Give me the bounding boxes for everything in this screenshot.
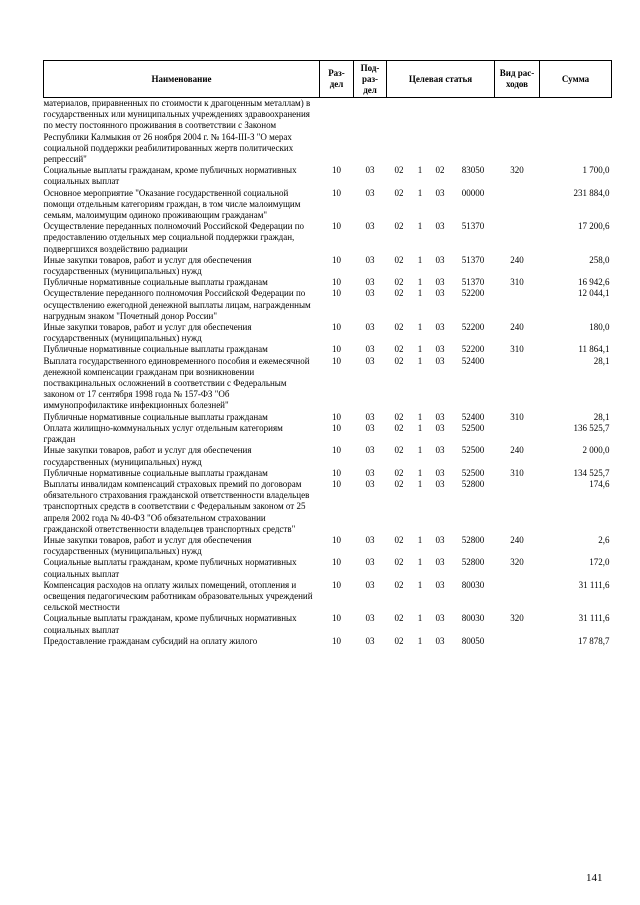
row-target-program: 02 bbox=[394, 411, 404, 422]
row-expense-type bbox=[495, 356, 540, 412]
row-expense-type bbox=[495, 188, 540, 222]
row-expense-type: 320 bbox=[510, 613, 524, 624]
row-name: Оплата жилищно-коммунальных услуг отдельным категориям граждан bbox=[43, 422, 283, 445]
row-target-program: 02 bbox=[394, 344, 404, 355]
row-target-direction: 52500 bbox=[461, 445, 485, 456]
row-name: Публичные нормативные социальные выплаты гражданам bbox=[43, 344, 268, 355]
row-expense-type: 310 bbox=[510, 411, 524, 422]
row-target-event: 03 bbox=[435, 467, 445, 478]
row-sum: 11 864,1 bbox=[578, 344, 610, 355]
row-target-direction: 52500 bbox=[461, 422, 485, 433]
row-expense-type: 240 bbox=[510, 322, 524, 333]
row-target-direction: 52400 bbox=[461, 411, 485, 422]
table-row bbox=[44, 445, 612, 467]
row-razdel: 10 bbox=[332, 165, 341, 176]
row-target-program: 02 bbox=[394, 467, 404, 478]
row-target-program bbox=[387, 98, 412, 166]
row-podrazdel: 03 bbox=[365, 165, 375, 176]
row-target-program: 02 bbox=[394, 445, 404, 456]
table-row bbox=[44, 165, 612, 187]
row-target-event: 03 bbox=[435, 478, 445, 489]
row-target-direction: 52800 bbox=[461, 557, 485, 568]
row-target-program: 02 bbox=[394, 613, 404, 624]
row-name: Осуществление переданных полномочий Российской Федерации по предоставлению отдельных мер социальной поддержки граждан, подвергшихся воздействию радиации bbox=[43, 221, 305, 254]
row-target-event: 03 bbox=[435, 322, 445, 333]
header-name: Наименование bbox=[44, 61, 320, 98]
row-target-event: 03 bbox=[435, 187, 445, 198]
row-target-program: 02 bbox=[394, 355, 404, 366]
row-razdel: 10 bbox=[332, 534, 341, 545]
row-expense-type: 310 bbox=[510, 277, 524, 288]
row-razdel: 10 bbox=[332, 478, 341, 489]
row-target-subprogram: 1 bbox=[417, 322, 423, 333]
row-podrazdel: 03 bbox=[365, 613, 375, 624]
row-sum: 31 111,6 bbox=[578, 579, 610, 590]
row-razdel: 10 bbox=[332, 277, 341, 288]
row-target-program: 02 bbox=[394, 277, 404, 288]
row-razdel: 10 bbox=[332, 467, 341, 478]
table-row bbox=[44, 356, 612, 412]
table-row bbox=[44, 613, 612, 635]
row-target-direction: 52800 bbox=[461, 478, 485, 489]
row-target-subprogram: 1 bbox=[417, 445, 423, 456]
row-razdel: 10 bbox=[332, 411, 341, 422]
table-row bbox=[44, 221, 612, 255]
row-podrazdel: 03 bbox=[365, 422, 375, 433]
row-razdel: 10 bbox=[332, 344, 341, 355]
row-podrazdel: 03 bbox=[365, 187, 375, 198]
row-name: Компенсация расходов на оплату жилых помещений, отопления и освещения педагогическим работникам образовательных учреждений сельской местности bbox=[43, 579, 313, 613]
row-razdel: 10 bbox=[332, 613, 341, 624]
table-row bbox=[44, 423, 612, 445]
row-target-direction: 52800 bbox=[461, 534, 485, 545]
row-expense-type: 240 bbox=[510, 445, 524, 456]
row-expense-type: 240 bbox=[510, 534, 524, 545]
row-target-event: 02 bbox=[435, 165, 445, 176]
row-target-event: 03 bbox=[435, 579, 445, 590]
page-number: 141 bbox=[586, 872, 603, 884]
row-target-event: 03 bbox=[435, 221, 445, 232]
row-expense-type: 310 bbox=[510, 467, 524, 478]
row-podrazdel: 03 bbox=[365, 557, 375, 568]
row-razdel bbox=[320, 98, 354, 166]
row-name: Социальные выплаты гражданам, кроме публичных нормативных социальных выплат bbox=[43, 557, 297, 579]
header-podrazdel: Под-раз-дел bbox=[354, 61, 387, 98]
row-name: материалов, приравненных по стоимости к драгоценным металлам) в государственных или муниципальных учреждениях здравоохранения по месту постоянного проживания в соответствии с Законом Республики Калмыкия от 26 ноября 2004 г. № 164-III-З "О мерах социальной поддержки реабилитированных жертв политических репрессий" bbox=[43, 98, 311, 165]
row-target-direction: 83050 bbox=[461, 165, 485, 176]
row-sum: 12 044,1 bbox=[578, 288, 610, 299]
row-razdel: 10 bbox=[332, 288, 341, 299]
table-row bbox=[44, 468, 612, 479]
row-target-subprogram: 1 bbox=[417, 534, 423, 545]
row-razdel: 10 bbox=[332, 355, 341, 366]
budget-table bbox=[43, 60, 612, 647]
row-sum: 136 525,7 bbox=[573, 422, 610, 433]
row-target-subprogram: 1 bbox=[417, 254, 423, 265]
row-target-event: 03 bbox=[435, 288, 445, 299]
row-sum: 17 200,6 bbox=[578, 221, 610, 232]
row-target-event: 03 bbox=[435, 422, 445, 433]
row-razdel: 10 bbox=[332, 221, 341, 232]
row-sum: 134 525,7 bbox=[573, 467, 610, 478]
row-target-direction: 80050 bbox=[461, 635, 485, 646]
row-target-program: 02 bbox=[394, 579, 404, 590]
row-razdel: 10 bbox=[332, 445, 341, 456]
row-razdel: 10 bbox=[332, 187, 341, 198]
row-expense-type bbox=[495, 580, 540, 614]
row-name: Выплаты инвалидам компенсаций страховых премий по договорам обязательного страхования гражданской ответственности владельцев транспортных средств в соответствии с Федеральным законом от 25 апреля 2002 года № 40-ФЗ "Об обязательном страховании гражданской ответственности владельцев транспортных средств" bbox=[43, 478, 310, 534]
row-expense-type bbox=[495, 636, 540, 647]
row-expense-type bbox=[495, 288, 540, 322]
row-target-program: 02 bbox=[394, 422, 404, 433]
row-podrazdel: 03 bbox=[365, 254, 375, 265]
row-target-event: 03 bbox=[435, 277, 445, 288]
row-target-subprogram: 1 bbox=[417, 277, 423, 288]
row-target-event: 03 bbox=[435, 411, 445, 422]
row-target-direction: 51370 bbox=[461, 221, 485, 232]
row-target-subprogram: 1 bbox=[417, 422, 423, 433]
table-row bbox=[44, 255, 612, 277]
table-row bbox=[44, 580, 612, 614]
row-target-direction: 52500 bbox=[461, 467, 485, 478]
row-target-program: 02 bbox=[394, 288, 404, 299]
row-target-event: 03 bbox=[435, 254, 445, 265]
row-sum: 258,0 bbox=[589, 254, 610, 265]
row-target-subprogram: 1 bbox=[417, 165, 423, 176]
row-name: Публичные нормативные социальные выплаты гражданам bbox=[43, 277, 268, 288]
row-target-event bbox=[429, 98, 452, 166]
row-podrazdel: 03 bbox=[365, 277, 375, 288]
row-podrazdel: 03 bbox=[365, 411, 375, 422]
row-sum: 2,6 bbox=[598, 534, 610, 545]
row-sum: 172,0 bbox=[589, 557, 610, 568]
row-name: Иные закупки товаров, работ и услуг для обеспечения государственных (муниципальных) нужд bbox=[43, 322, 252, 344]
row-target-direction: 52400 bbox=[461, 355, 485, 366]
row-target-direction: 52200 bbox=[461, 344, 485, 355]
row-target-subprogram: 1 bbox=[417, 579, 423, 590]
row-name: Публичные нормативные социальные выплаты гражданам bbox=[43, 467, 268, 478]
table-row bbox=[44, 636, 612, 647]
row-target-subprogram: 1 bbox=[417, 187, 423, 198]
row-expense-type: 320 bbox=[510, 557, 524, 568]
table-row bbox=[44, 344, 612, 355]
row-razdel: 10 bbox=[332, 422, 341, 433]
row-target-event: 03 bbox=[435, 534, 445, 545]
row-target-subprogram: 1 bbox=[417, 221, 423, 232]
row-target-subprogram: 1 bbox=[417, 355, 423, 366]
row-razdel: 10 bbox=[332, 579, 341, 590]
row-target-subprogram: 1 bbox=[417, 613, 423, 624]
table-row bbox=[44, 288, 612, 322]
row-sum: 28,1 bbox=[593, 355, 610, 366]
budget-page bbox=[43, 60, 611, 647]
header-vid: Вид рас-ходов bbox=[495, 61, 540, 98]
table-row bbox=[44, 322, 612, 344]
row-target-direction: 52200 bbox=[461, 288, 485, 299]
row-name: Иные закупки товаров, работ и услуг для обеспечения государственных (муниципальных) нужд bbox=[43, 445, 252, 467]
row-name: Выплата государственного единовременного пособия и ежемесячной денежной компенсации гражданам при возникновении поствакцинальных осложнений в соответствии с Федеральным законом от 17 сентября 1998 года № 157-ФЗ "Об иммунопрофилактике инфекционных болезней" bbox=[43, 355, 310, 411]
row-podrazdel: 03 bbox=[365, 221, 375, 232]
row-razdel: 10 bbox=[332, 322, 341, 333]
row-podrazdel: 03 bbox=[365, 344, 375, 355]
row-sum: 2 000,0 bbox=[582, 445, 610, 456]
row-target-event: 03 bbox=[435, 445, 445, 456]
row-target-subprogram: 1 bbox=[417, 411, 423, 422]
row-razdel: 10 bbox=[332, 557, 341, 568]
row-podrazdel: 03 bbox=[365, 355, 375, 366]
row-name: Иные закупки товаров, работ и услуг для обеспечения государственных (муниципальных) нужд bbox=[43, 534, 252, 557]
row-target-subprogram: 1 bbox=[417, 478, 423, 489]
row-target-program: 02 bbox=[394, 557, 404, 568]
row-sum: 17 878,7 bbox=[578, 635, 610, 646]
table-row bbox=[44, 98, 612, 166]
row-target-direction: 00000 bbox=[461, 187, 485, 198]
row-name: Предоставление гражданам субсидий на оплату жилого bbox=[43, 635, 258, 646]
row-expense-type: 310 bbox=[510, 344, 524, 355]
row-name: Осуществление переданного полномочия Российской Федерации по осуществлению ежегодной денежной выплаты лицам, награжденным нагрудным знаком "Почетный донор России" bbox=[43, 288, 311, 321]
row-target-program: 02 bbox=[394, 322, 404, 333]
row-sum: 1 700,0 bbox=[582, 165, 610, 176]
row-target-direction: 80030 bbox=[461, 613, 485, 624]
row-target-event: 03 bbox=[435, 635, 445, 646]
row-razdel: 10 bbox=[332, 635, 341, 646]
row-expense-type bbox=[495, 423, 540, 445]
row-target-event: 03 bbox=[435, 344, 445, 355]
header-sum: Сумма bbox=[540, 61, 612, 98]
row-target-event: 03 bbox=[435, 557, 445, 568]
row-name: Социальные выплаты гражданам, кроме публичных нормативных социальных выплат bbox=[43, 613, 297, 635]
row-name: Основное мероприятие "Оказание государственной социальной помощи отдельным категориям граждан, в том числе малоимущим семьям, малоимущим одиноко проживающим гражданам" bbox=[43, 187, 301, 221]
row-razdel: 10 bbox=[332, 254, 341, 265]
table-row bbox=[44, 535, 612, 557]
table-row bbox=[44, 557, 612, 579]
row-name: Публичные нормативные социальные выплаты гражданам bbox=[43, 411, 268, 422]
row-target-subprogram: 1 bbox=[417, 557, 423, 568]
row-target-program: 02 bbox=[394, 221, 404, 232]
row-podrazdel: 03 bbox=[365, 579, 375, 590]
row-name: Иные закупки товаров, работ и услуг для обеспечения государственных (муниципальных) нужд bbox=[43, 254, 252, 277]
row-sum: 31 111,6 bbox=[578, 613, 610, 624]
row-sum: 231 884,0 bbox=[573, 187, 610, 198]
row-podrazdel bbox=[354, 98, 387, 166]
row-expense-type: 320 bbox=[510, 165, 524, 176]
row-target-direction bbox=[452, 98, 495, 166]
row-sum: 28,1 bbox=[593, 411, 610, 422]
table-header-row bbox=[44, 61, 612, 98]
row-target-event: 03 bbox=[435, 613, 445, 624]
row-target-program: 02 bbox=[394, 478, 404, 489]
row-podrazdel: 03 bbox=[365, 445, 375, 456]
row-target-subprogram: 1 bbox=[417, 635, 423, 646]
row-podrazdel: 03 bbox=[365, 478, 375, 489]
row-target-subprogram bbox=[412, 98, 429, 166]
row-expense-type: 240 bbox=[510, 254, 524, 265]
row-sum: 180,0 bbox=[589, 322, 610, 333]
row-sum: 16 942,6 bbox=[578, 277, 610, 288]
table-row bbox=[44, 277, 612, 288]
row-expense-type bbox=[495, 221, 540, 255]
row-target-direction: 80030 bbox=[461, 579, 485, 590]
row-sum bbox=[540, 98, 612, 166]
row-target-program: 02 bbox=[394, 254, 404, 265]
row-target-direction: 51370 bbox=[461, 254, 485, 265]
row-target-event: 03 bbox=[435, 355, 445, 366]
row-target-program: 02 bbox=[394, 534, 404, 545]
row-podrazdel: 03 bbox=[365, 467, 375, 478]
row-podrazdel: 03 bbox=[365, 322, 375, 333]
row-target-subprogram: 1 bbox=[417, 288, 423, 299]
table-body bbox=[44, 98, 612, 647]
row-target-program: 02 bbox=[394, 187, 404, 198]
header-razdel: Раз-дел bbox=[320, 61, 354, 98]
row-target-program: 02 bbox=[394, 635, 404, 646]
row-target-subprogram: 1 bbox=[417, 467, 423, 478]
table-row bbox=[44, 188, 612, 222]
row-podrazdel: 03 bbox=[365, 635, 375, 646]
row-target-program: 02 bbox=[394, 165, 404, 176]
table-row bbox=[44, 412, 612, 423]
table-row bbox=[44, 479, 612, 535]
row-expense-type bbox=[495, 98, 540, 166]
header-target: Целевая статья bbox=[387, 61, 495, 98]
row-expense-type bbox=[495, 479, 540, 535]
row-name: Социальные выплаты гражданам, кроме публичных нормативных социальных выплат bbox=[43, 165, 297, 187]
row-target-direction: 51370 bbox=[461, 277, 485, 288]
row-podrazdel: 03 bbox=[365, 288, 375, 299]
row-podrazdel: 03 bbox=[365, 534, 375, 545]
row-sum: 174,6 bbox=[589, 478, 610, 489]
row-target-direction: 52200 bbox=[461, 322, 485, 333]
row-target-subprogram: 1 bbox=[417, 344, 423, 355]
